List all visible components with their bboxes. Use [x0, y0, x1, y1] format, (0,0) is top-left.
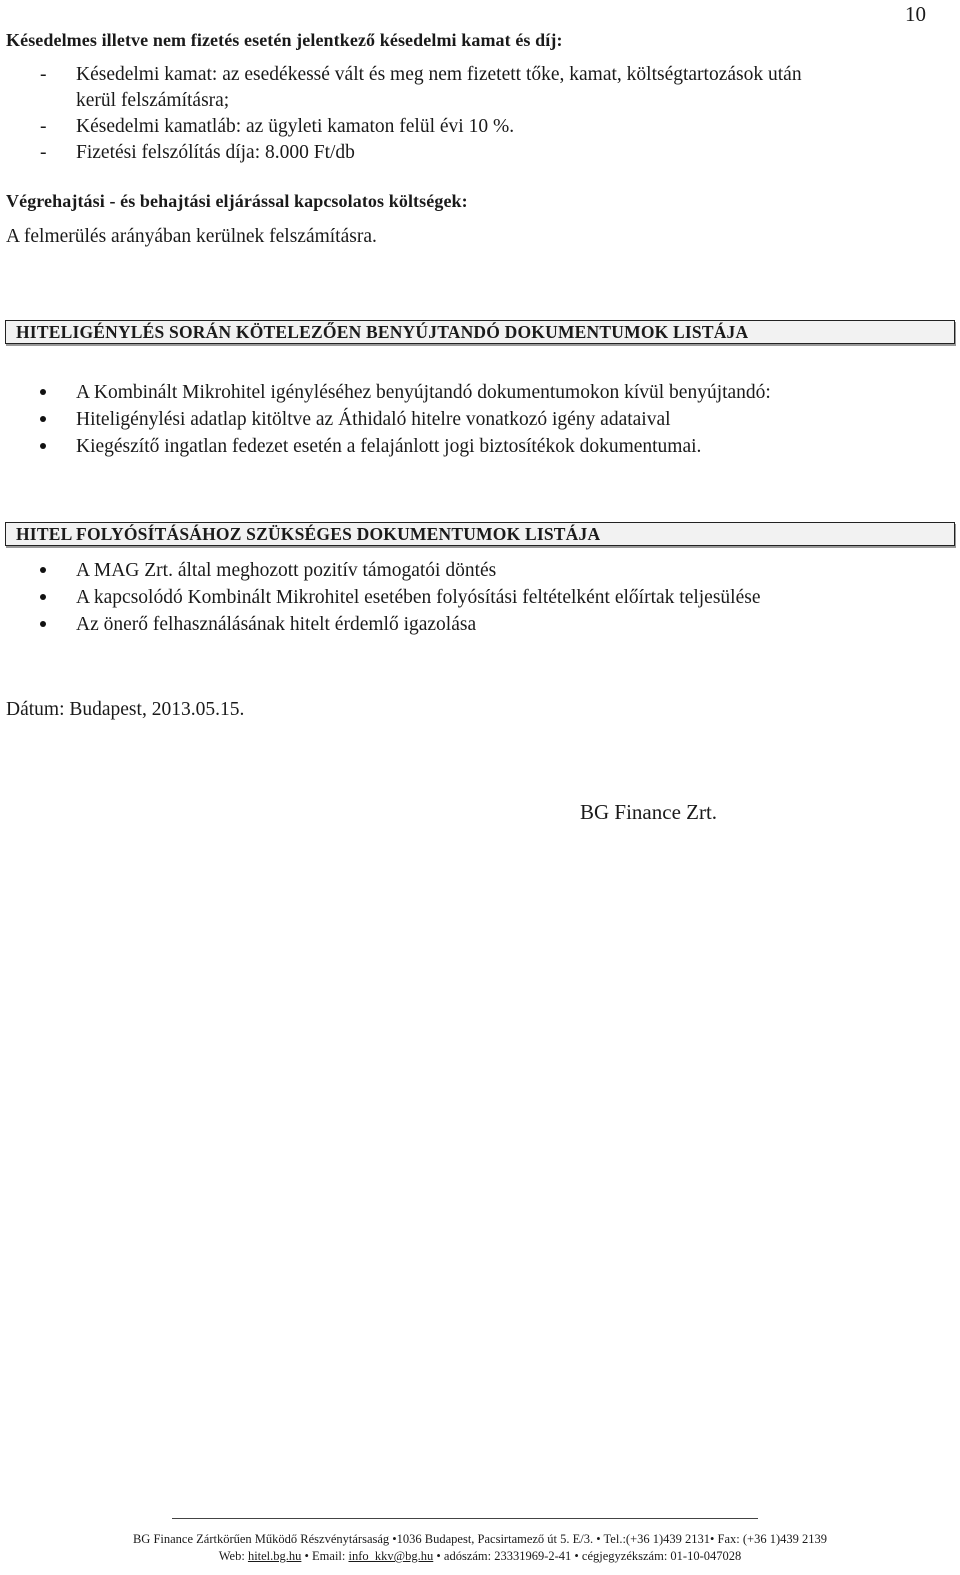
bullet-icon [40, 621, 46, 627]
footer-web-label: Web: [218, 1549, 245, 1563]
application-documents-heading: HITELIGÉNYLÉS SORÁN KÖTELEZŐEN BENYÚJTANDÓ DOKUMENTUMOK LISTÁJA [16, 322, 749, 342]
signature-company: BG Finance Zrt. [580, 800, 718, 824]
list-item-text: A kapcsolódó Kombinált Mikrohitel esetében folyósítási feltételként előírtak teljesülése [76, 587, 761, 608]
list-item-text: Hiteligénylési adatlap kitöltve az Áthidaló hitelre vonatkozó igény adataival [76, 409, 671, 430]
bullet-icon [40, 567, 46, 573]
footer-divider [172, 1518, 758, 1519]
disbursement-documents-heading: HITEL FOLYÓSÍTÁSÁHOZ SZÜKSÉGES DOKUMENTUMOK LISTÁJA [16, 524, 601, 544]
payment-reminder-fee-item [40, 142, 355, 164]
dash-marker: - [40, 64, 47, 85]
bullet-icon [40, 443, 46, 449]
dash-marker: - [40, 142, 47, 163]
late-interest-rate-item [40, 116, 514, 138]
list-item [40, 614, 476, 636]
list-item [40, 409, 671, 431]
late-interest-text-cont: kerül felszámításra; [76, 90, 230, 111]
application-documents-heading-box [5, 320, 955, 344]
list-item-text: Az önerő felhasználásának hitelt érdemlő igazolása [76, 614, 477, 635]
bullet-icon [40, 416, 46, 422]
late-interest-item [40, 64, 802, 86]
footer-email-link[interactable]: info_kkv@bg.hu [348, 1549, 434, 1563]
late-interest-text: Késedelmi kamat: az esedékessé vált és meg nem fizetett tőke, kamat, költségtartozások után [76, 64, 802, 85]
list-item-text: A MAG Zrt. által meghozott pozitív támogatói döntés [76, 560, 497, 581]
disbursement-documents-heading-box [5, 522, 955, 546]
list-item [40, 436, 701, 458]
list-item [40, 382, 771, 404]
enforcement-costs-text: A felmerülés arányában kerülnek felszámításra. [6, 226, 377, 247]
footer-company-line: BG Finance Zártkörűen Működő Részvénytársaság •1036 Budapest, Pacsirtamező út 5. E/3. • Tel.:(+36 1)439 2131• Fax: (+36 1)439 2139 [132, 1532, 828, 1546]
page-number: 10 [905, 2, 926, 26]
list-item [40, 587, 761, 609]
late-fee-heading: Késedelmes illetve nem fizetés esetén jelentkező késedelmi kamat és díj: [6, 30, 563, 50]
footer-contact-line [0, 1549, 960, 1564]
bullet-icon [40, 594, 46, 600]
list-item-text: Kiegészítő ingatlan fedezet esetén a felajánlott jogi biztosítékok dokumentumai. [76, 436, 702, 457]
dash-marker: - [40, 116, 47, 137]
footer-web-link[interactable]: hitel.bg.hu [247, 1549, 302, 1563]
footer-registration: • adószám: 23331969-2-41 • cégjegyzékszám: 01-10-047028 [436, 1549, 742, 1563]
enforcement-costs-heading: Végrehajtási - és behajtási eljárással kapcsolatos költségek: [6, 191, 468, 211]
bullet-icon [40, 389, 46, 395]
list-item [40, 560, 496, 582]
footer-email-label: • Email: [304, 1549, 346, 1563]
late-interest-rate-text: Késedelmi kamatláb: az ügyleti kamaton felül évi 10 %. [76, 116, 515, 137]
payment-reminder-fee-text: Fizetési felszólítás díja: 8.000 Ft/db [76, 142, 355, 163]
list-item-text: A Kombinált Mikrohitel igényléséhez benyújtandó dokumentumokon kívül benyújtandó: [76, 382, 771, 403]
date-line: Dátum: Budapest, 2013.05.15. [6, 699, 245, 720]
